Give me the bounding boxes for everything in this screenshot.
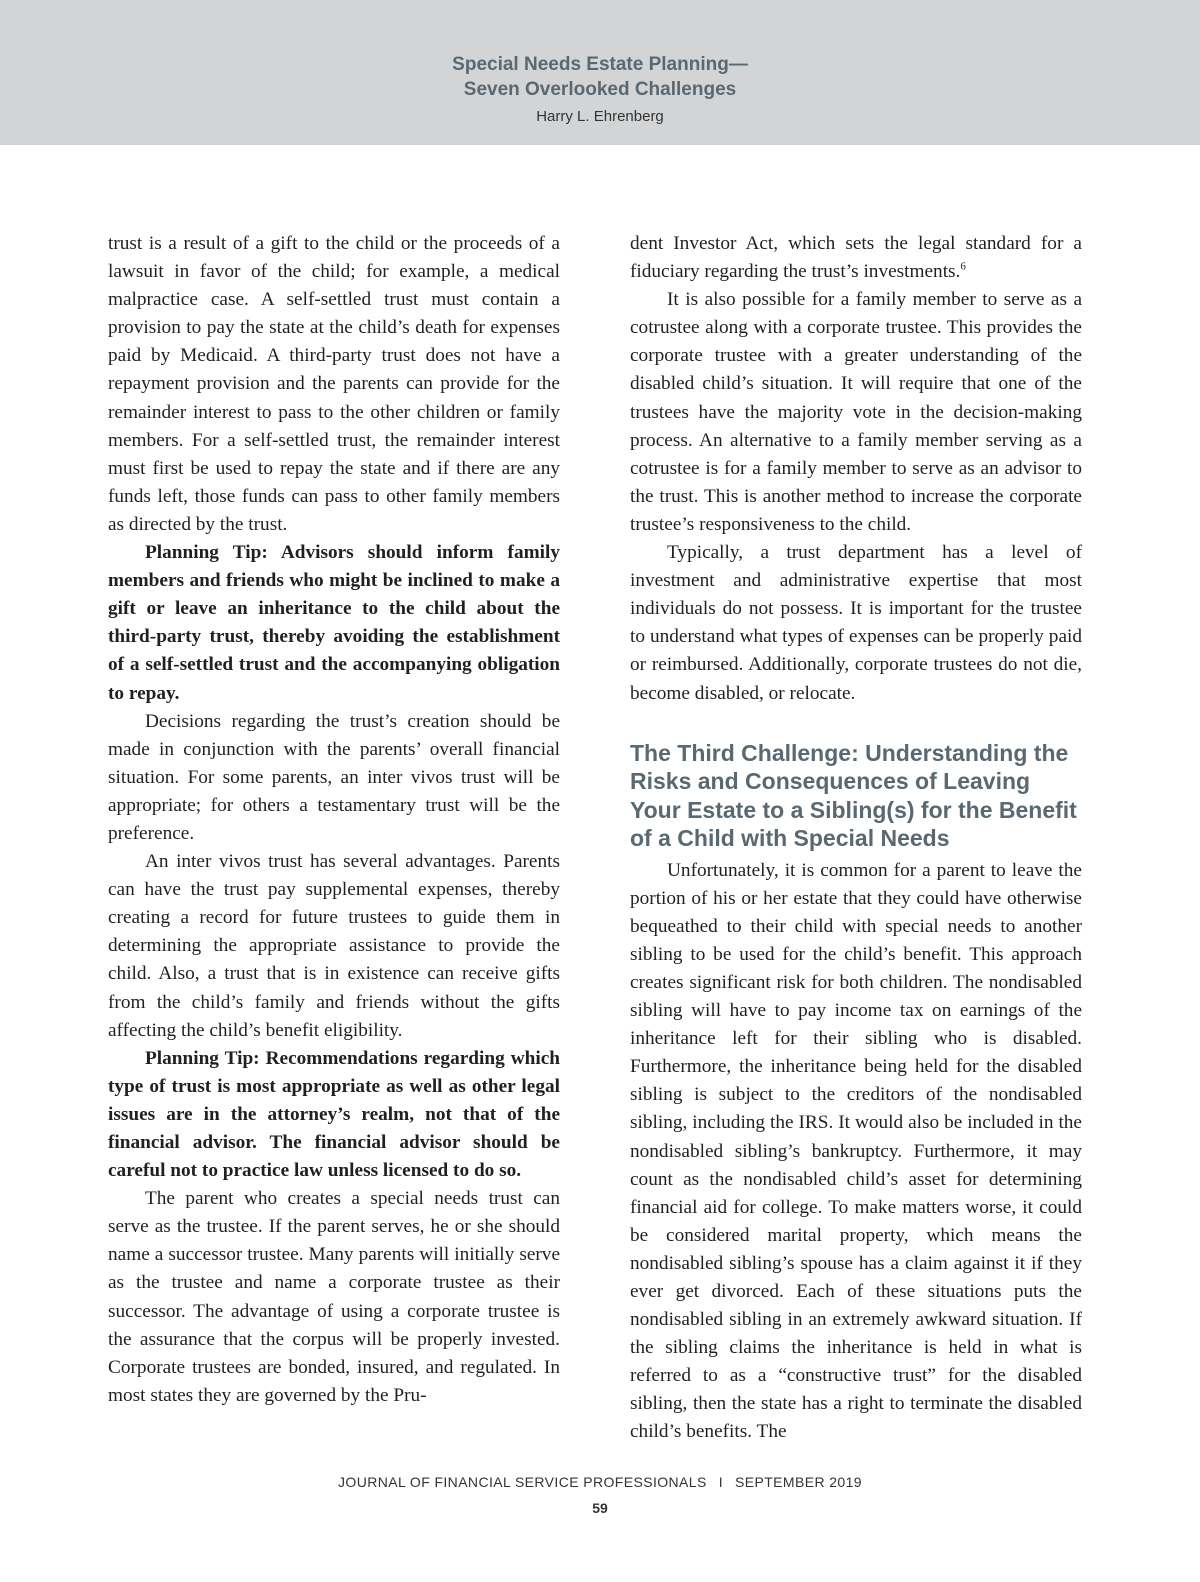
page-number: 59 xyxy=(592,1500,608,1516)
body-paragraph-text: dent Investor Act, which sets the legal standard for a fiduciary regarding the trust’s investments. xyxy=(630,233,1082,283)
planning-tip: Planning Tip: Recommendations regarding which type of trust is most appropriate as well as other legal issues are in the attorney’s realm, not that of the financial advisor. The financial advisor should be careful not to practice law unless licensed to do so. xyxy=(108,1047,560,1182)
planning-tip: Planning Tip: Advisors should inform family members and friends who might be inclined to make a gift or leave an inheritance to the child about the third-party trust, thereby avoiding the establishment of a self-settled trust and the accompanying obligation to repay. xyxy=(108,542,560,704)
body-paragraph: An inter vivos trust has several advantages. Parents can have the trust pay supplemental expenses, thereby creating a record for future trustees to guide them in determining the appropriate assistance to provide the child. Also, a trust that is in existence can receive gifts from the child’s family and friends without the gifts affecting the child’s benefit eligibility. xyxy=(108,851,560,1041)
left-column xyxy=(108,230,560,1410)
journal-name: JOURNAL OF FINANCIAL SERVICE PROFESSIONALS xyxy=(338,1474,707,1490)
article-title xyxy=(0,52,1200,102)
article-author: Harry L. Ehrenberg xyxy=(536,108,664,125)
section-heading: The Third Challenge: Understanding the Risks and Consequences of Leaving Your Estate to a Sibling(s) for the Benefit of a Child with Special Needs xyxy=(630,739,1077,852)
body-paragraph: Unfortunately, it is common for a parent to leave the portion of his or her estate that they could have otherwise bequeathed to their child with special needs to another sibling to be used for the child’s benefit. This approach creates significant risk for both children. The nondisabled sibling will have to pay income tax on earnings of the inheritance left for their sibling who is disabled. Furthermore, the inheritance being held for the disabled sibling is subject to the creditors of the nondisabled sibling, including the IRS. It would also be included in the nondisabled sibling’s bankruptcy. Furthermore, it may count as the nondisabled child’s asset for determining financial aid for college. To make matters worse, it could be considered marital property, which means the nondisabled sibling’s spouse has a claim against it if they ever get divorced. Each of these situations puts the nondisabled sibling in an extremely awkward situation. If the sibling claims the inheritance is held in what is referred to as a “constructive trust” for the disabled sibling, then the state has a right to terminate the disabled child’s benefits. The xyxy=(630,859,1082,1443)
body-paragraph: trust is a result of a gift to the child or the proceeds of a lawsuit in favor of the child; for example, a medical malpractice case. A self-settled trust must contain a provision to pay the state at the child’s death for expenses paid by Medicaid. A third-party trust does not have a repayment provision and the parents can provide for the remainder interest to pass to the other children or family members. For a self-settled trust, the remainder interest must first be used to repay the state and if there are any funds left, those funds can pass to other family members as directed by the trust. xyxy=(108,233,560,535)
article-title-line1: Special Needs Estate Planning— xyxy=(452,54,748,75)
header-band xyxy=(0,0,1200,145)
footnote-ref[interactable]: 6 xyxy=(960,260,966,273)
body-paragraph: It is also possible for a family member to serve as a cotrustee along with a corporate trustee. This provides the corporate trustee with a greater understanding of the disabled child’s situation. It will require that one of the trustees have the majority vote in the decision-making process. An alternative to a family member serving as a cotrustee is for a family member to serve as an advisor to the trust. This is another method to increase the corporate trustee’s responsiveness to the child. xyxy=(630,289,1082,535)
body-paragraph xyxy=(630,230,1082,286)
article-title-line2: Seven Overlooked Challenges xyxy=(463,79,737,100)
body-paragraph: The parent who creates a special needs trust can serve as the trustee. If the parent serves, he or she should name a successor trustee. Many parents will initially serve as the trustee and name a corporate trustee as their successor. The advantage of using a corporate trustee is the assurance that the corpus will be properly invested. Corporate trustees are bonded, insured, and regulated. In most states they are governed by the Pru- xyxy=(108,1188,560,1406)
footer-separator: I xyxy=(718,1474,723,1490)
footer-running-head xyxy=(0,1474,1200,1490)
right-column xyxy=(630,230,1082,1447)
issue-date: SEPTEMBER 2019 xyxy=(735,1474,862,1490)
body-paragraph: Decisions regarding the trust’s creation should be made in conjunction with the parents’ overall financial situation. For some parents, an inter vivos trust will be appropriate; for others a testamentary trust will be the preference. xyxy=(108,710,560,844)
body-paragraph: Typically, a trust department has a level of investment and administrative expertise that most individuals do not possess. It is important for the trustee to understand what types of expenses can be properly paid or reimbursed. Additionally, corporate trustees do not die, become disabled, or relocate. xyxy=(630,542,1082,704)
